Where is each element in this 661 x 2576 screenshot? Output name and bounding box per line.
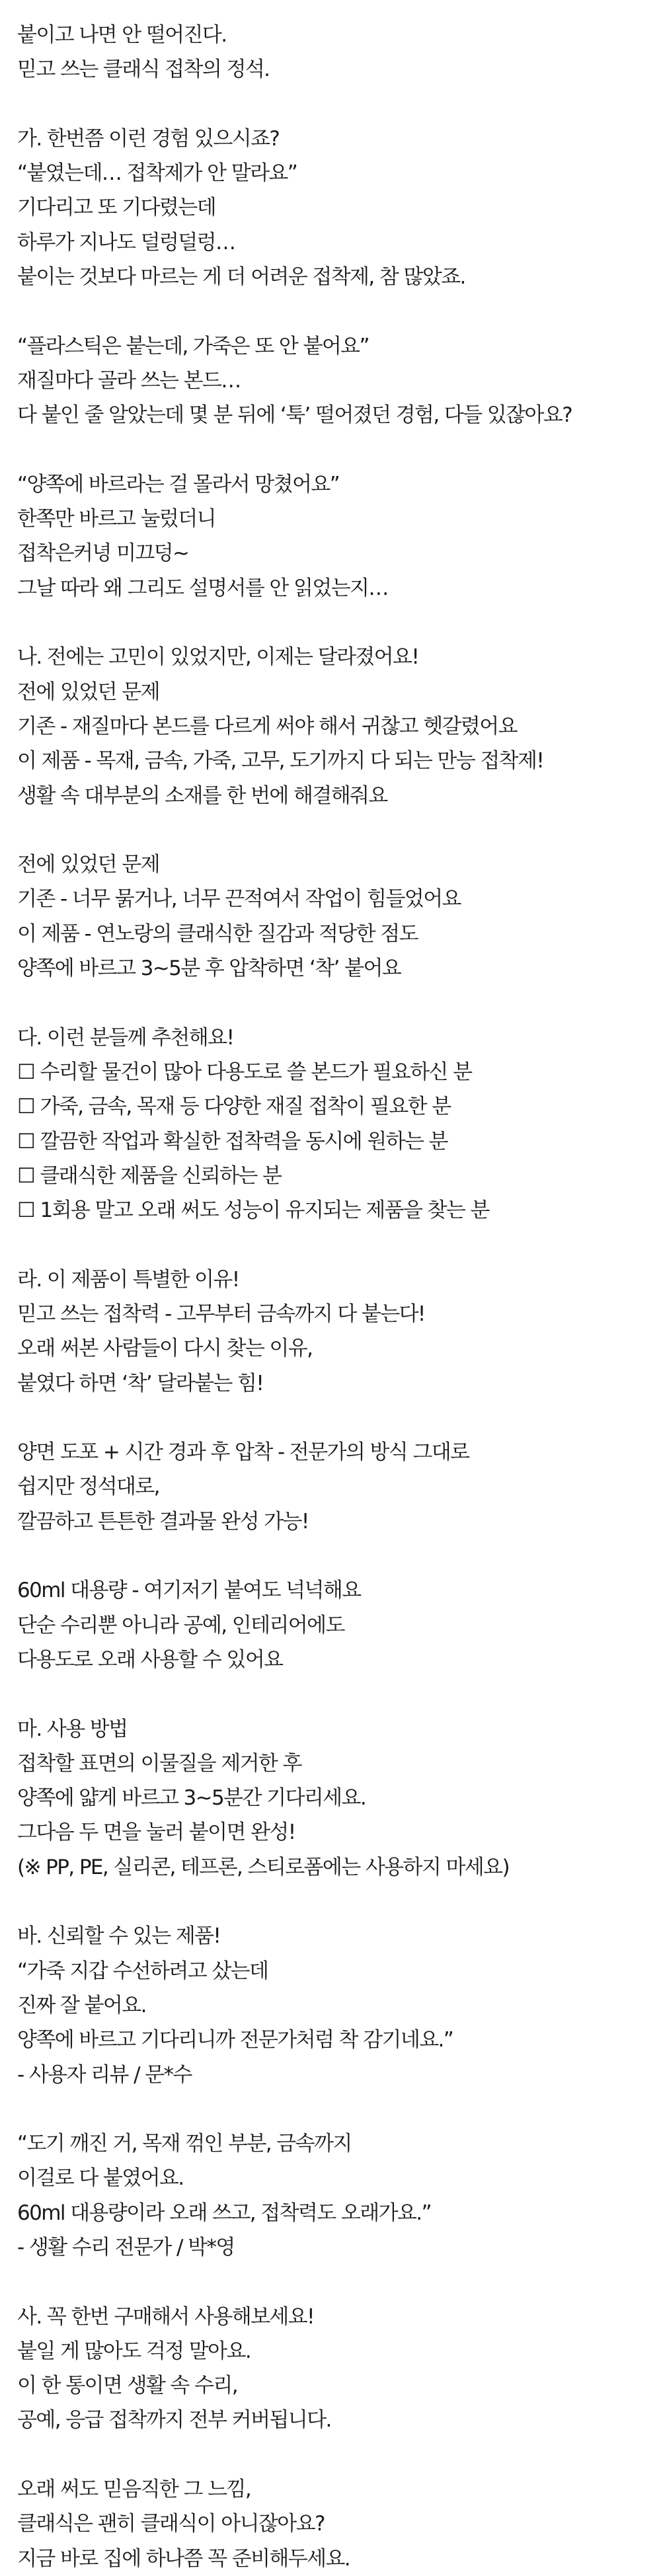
text-line: “양쪽에 바르라는 걸 몰라서 망쳤어요” <box>17 472 340 496</box>
text-line: 생활 속 대부분의 소재를 한 번에 해결해줘요 <box>17 783 387 808</box>
text-line: 믿고 쓰는 접착력 - 고무부터 금속까지 다 붙는다! <box>17 1302 425 1326</box>
checklist-item: ☐ 깔끔한 작업과 확실한 접착력을 동시에 원하는 분 <box>17 1129 447 1153</box>
review-text: “도기 깨진 거, 목재 꺾인 부분, 금속까지 <box>17 2132 352 2156</box>
paragraph-gap <box>17 294 652 329</box>
recommendation-section <box>17 1021 652 1228</box>
text-line: 붙였다 하면 ‘착’ 달라붙는 힘! <box>17 1371 264 1395</box>
paragraph-gap <box>17 1401 652 1435</box>
experience-both-sides-block <box>17 467 652 605</box>
text-line: 이 제품 - 연노랑의 클래식한 질감과 적당한 점도 <box>17 921 418 946</box>
text-line: 붙이고 나면 안 떨어진다. <box>17 23 227 47</box>
text-line: 60ml 대용량 - 여기저기 붙여도 넉넉해요 <box>17 1579 361 1603</box>
experience-section-heading-block <box>17 122 652 294</box>
section-heading: 라. 이 제품이 특별한 이유! <box>17 1267 239 1292</box>
paragraph-gap <box>17 1885 652 1919</box>
text-line: 그날 따라 왜 그리도 설명서를 안 읽었는지… <box>17 576 388 600</box>
text-line: 오래 써본 사람들이 다시 찾는 이유, <box>17 1337 313 1361</box>
checklist-item: ☐ 가죽, 금속, 목재 등 다양한 재질 접착이 필요한 분 <box>17 1095 451 1119</box>
product-description-document <box>17 18 652 2576</box>
closing-block <box>17 2472 652 2576</box>
text-line: 공예, 응급 접착까지 전부 커버됩니다. <box>17 2408 331 2433</box>
review-text: 진짜 잘 붙어요. <box>17 1993 146 2017</box>
section-heading: 바. 신뢰할 수 있는 제품! <box>17 1924 221 1949</box>
intro-section <box>17 18 652 87</box>
before-after-section <box>17 640 652 812</box>
review-text: 이걸로 다 붙였어요. <box>17 2166 184 2191</box>
review-block-2 <box>17 2127 652 2265</box>
text-line: 붙이는 것보다 마르는 게 더 어려운 접착제, 참 많았죠. <box>17 265 465 290</box>
purchase-section <box>17 2300 652 2438</box>
text-line: 쉽지만 정석대로, <box>17 1475 159 1499</box>
experience-plastic-block <box>17 329 652 433</box>
checklist-item: ☐ 수리할 물건이 많아 다용도로 쓸 본드가 필요하신 분 <box>17 1060 472 1084</box>
text-line: 깔끔하고 튼튼한 결과물 완성 가능! <box>17 1509 309 1534</box>
text-line: 믿고 쓰는 클래식 접착의 정석. <box>17 58 270 82</box>
special-reason-section <box>17 1263 652 1401</box>
checklist-item: ☐ 클래식한 제품을 신뢰하는 분 <box>17 1163 282 1188</box>
paragraph-gap <box>17 813 652 847</box>
text-line: 이 제품 - 목재, 금속, 가죽, 고무, 도기까지 다 되는 만능 접착제! <box>17 749 544 773</box>
review-author: - 생활 수리 전문가 / 박*영 <box>17 2236 235 2259</box>
text-line: 기존 - 너무 묽거나, 너무 끈적여서 작업이 힘들었어요 <box>17 887 461 912</box>
text-line: 전에 있었던 문제 <box>17 680 159 704</box>
text-line: 전에 있었던 문제 <box>17 853 159 877</box>
section-heading: 사. 꼭 한번 구매해서 사용해보세요! <box>17 2304 314 2329</box>
text-line: 기존 - 재질마다 본드를 다르게 써야 해서 귀찮고 헷갈렸어요 <box>17 714 517 738</box>
section-heading: 다. 이런 분들께 추천해요! <box>17 1025 234 1050</box>
text-line: 접착할 표면의 이물질을 제거한 후 <box>17 1751 301 1776</box>
section-heading: 나. 전에는 고민이 있었지만, 이제는 달라졌어요! <box>17 645 419 670</box>
text-line: 붙일 게 많아도 걱정 말아요. <box>17 2339 251 2363</box>
text-line: 지금 바로 집에 하나쯤 꼭 준비해두세요. <box>17 2546 350 2571</box>
text-line: 양면 도포 + 시간 경과 후 압착 - 전문가의 방식 그대로 <box>17 1440 469 1465</box>
checklist-item: ☐ 1회용 말고 오래 써도 성능이 유지되는 제품을 찾는 분 <box>17 1198 489 1223</box>
paragraph-gap <box>17 87 652 122</box>
paragraph-gap <box>17 1539 652 1573</box>
text-line: 한쪽만 바르고 눌렀더니 <box>17 507 215 531</box>
section-heading: 마. 사용 방법 <box>17 1717 128 1741</box>
usage-section <box>17 1712 652 1885</box>
text-line: 양쪽에 얇게 바르고 3~5분간 기다리세요. <box>17 1786 366 1811</box>
before-after-texture-block <box>17 847 652 986</box>
review-text: 60ml 대용량이라 오래 쓰고, 접착력도 오래가요.” <box>17 2201 431 2225</box>
text-line: 다용도로 오래 사용할 수 있어요 <box>17 1647 283 1672</box>
caution-note: (※ PP, PE, 실리콘, 테프론, 스티로폼에는 사용하지 마세요) <box>17 1855 509 1879</box>
paragraph-gap <box>17 1228 652 1262</box>
text-line: “플라스틱은 붙는데, 가죽은 또 안 붙어요” <box>17 334 369 358</box>
text-line: 접착은커녕 미끄덩~ <box>17 541 189 566</box>
text-line: 다 붙인 줄 알았는데 몇 분 뒤에 ‘툭’ 떨어졌던 경험, 다들 있잖아요? <box>17 403 572 428</box>
text-line: “붙였는데… 접착제가 안 말라요” <box>17 161 297 186</box>
paragraph-gap <box>17 605 652 640</box>
paragraph-gap <box>17 433 652 467</box>
section-heading: 가. 한번쯤 이런 경험 있으시죠? <box>17 126 280 151</box>
text-line: 클래식은 괜히 클래식이 아니잖아요? <box>17 2512 325 2536</box>
special-volume-block <box>17 1573 652 1677</box>
text-line: 하루가 지나도 덜렁덜렁… <box>17 230 235 254</box>
paragraph-gap <box>17 2092 652 2127</box>
text-line: 오래 써도 믿음직한 그 느낌, <box>17 2478 251 2502</box>
special-method-block <box>17 1435 652 1539</box>
reviews-section <box>17 1919 652 2091</box>
text-line: 단순 수리뿐 아니라 공예, 인테리어에도 <box>17 1613 344 1637</box>
paragraph-gap <box>17 986 652 1020</box>
paragraph-gap <box>17 2265 652 2299</box>
review-text: “가죽 지갑 수선하려고 샀는데 <box>17 1959 268 1983</box>
text-line: 이 한 통이면 생활 속 수리, <box>17 2374 237 2398</box>
paragraph-gap <box>17 1677 652 1711</box>
text-line: 재질마다 골라 쓰는 본드… <box>17 368 241 393</box>
review-author: - 사용자 리뷰 / 문*수 <box>17 2062 192 2087</box>
text-line: 그다음 두 면을 눌러 붙이면 완성! <box>17 1820 295 1845</box>
text-line: 기다리고 또 기다렸는데 <box>17 196 215 220</box>
text-line: 양쪽에 바르고 3~5분 후 압착하면 ‘착’ 붙어요 <box>17 956 401 981</box>
paragraph-gap <box>17 2438 652 2472</box>
review-text: 양쪽에 바르고 기다리니까 전문가처럼 착 감기네요.” <box>17 2028 453 2052</box>
